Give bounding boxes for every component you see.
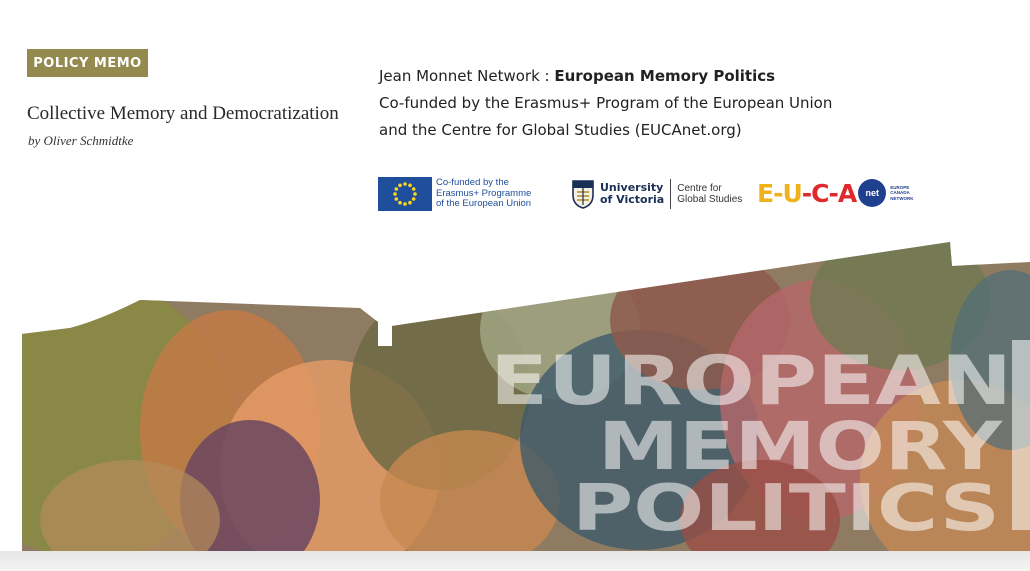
uvic-name-line: University: [600, 181, 664, 194]
euca-net-circle: net: [858, 179, 886, 207]
euca-dash: -: [828, 178, 838, 208]
memo-author: by Oliver Schmidtke: [28, 133, 134, 148]
bottom-strip: [0, 551, 1030, 571]
cgs-line: Global Studies: [677, 194, 743, 205]
euca-letter: U: [782, 178, 802, 208]
eu-text-line: Co-funded by the: [436, 177, 509, 189]
network-name: European Memory Politics: [554, 67, 776, 85]
cgs-line: Centre for: [677, 183, 722, 194]
policy-memo-badge: POLICY MEMO: [27, 49, 148, 77]
eu-text-line: of the European Union: [436, 198, 532, 210]
euca-dash: -: [801, 178, 812, 208]
euca-dash: -: [773, 178, 783, 208]
euca-letter: E: [757, 178, 774, 208]
banner-word-memory: MEMORY: [598, 408, 1004, 485]
euca-sub-line: CANADA: [890, 190, 910, 196]
uvic-name-line: of Victoria: [600, 193, 665, 206]
banner-word-politics: POLITICS: [572, 472, 1000, 546]
euca-letter: C: [811, 178, 829, 208]
euca-sub-line: NETWORK: [890, 195, 914, 201]
euca-letter: A: [837, 178, 857, 208]
cofunding-line: Co-funded by the Erasmus+ Program of the European Union: [379, 94, 833, 112]
eu-text-line: Erasmus+ Programme: [436, 187, 532, 199]
centre-line: and the Centre for Global Studies (EUCAnet.org): [379, 121, 742, 139]
banner-word-european: EUROPEAN: [490, 342, 1012, 421]
network-prefix: Jean Monnet Network :: [379, 67, 555, 85]
banner-edge-bar: [1012, 340, 1030, 530]
memo-title: Collective Memory and Democratization: [27, 103, 339, 124]
euca-sub-line: EUROPE: [890, 184, 910, 190]
